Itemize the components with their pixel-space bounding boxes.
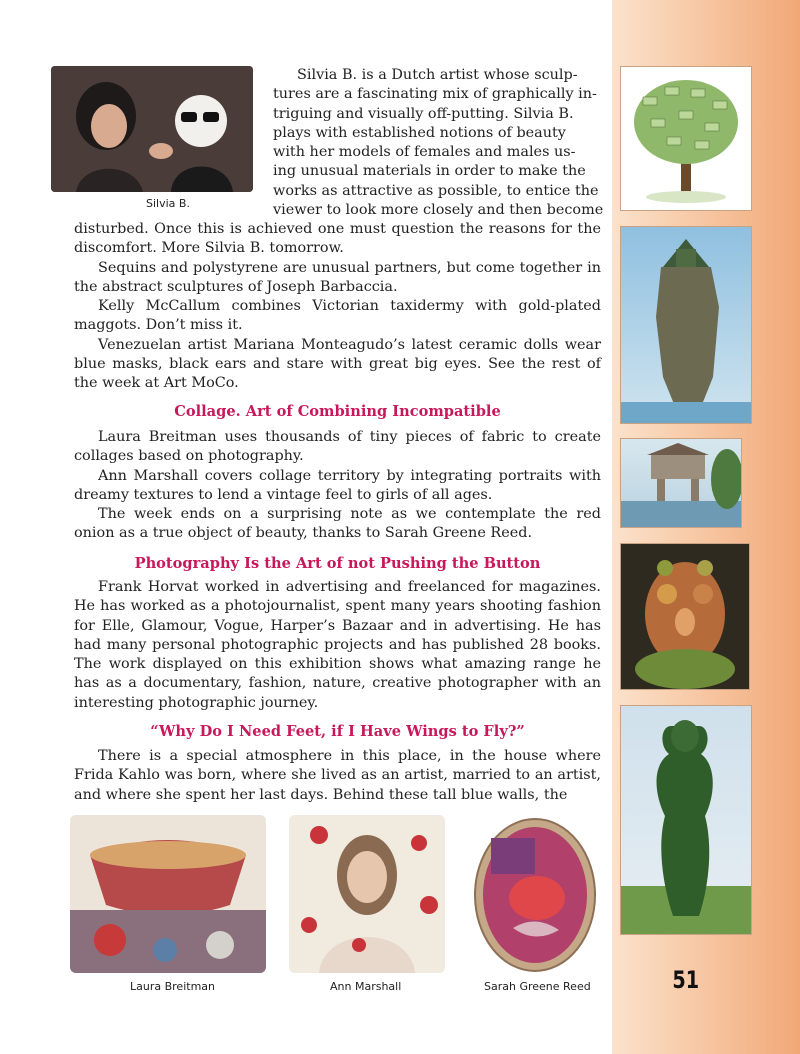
right-sidebar bbox=[612, 0, 800, 1054]
breitman-caption: Laura Breitman bbox=[130, 980, 215, 993]
intro-line: Silvia B. is a Dutch artist whose sculp- bbox=[297, 67, 578, 83]
marshall-artwork bbox=[289, 815, 445, 973]
intro-wrapped-text bbox=[273, 66, 604, 220]
paragraph: Frank Horvat worked in advertising and freelanced for magazines. He has worked as a photojournalist, spent many years shooting fashion for Elle, Glamour, Vogue, Harper’s Bazaar and in advertising. He has had many personal photographic projects and has published 28 books. The work displayed on this exhibition shows what amazing range he has as a documentary, fashion, nature, creative photographer with an interesting photographic journey. bbox=[74, 579, 601, 711]
collage-section bbox=[74, 428, 601, 544]
arcimboldo-portrait-image bbox=[620, 543, 750, 690]
collage-heading: Collage. Art of Combining Incompatible bbox=[174, 403, 501, 420]
money-tree-image bbox=[620, 66, 752, 211]
wings-section bbox=[74, 747, 601, 805]
marshall-caption: Ann Marshall bbox=[330, 980, 402, 993]
photography-section bbox=[74, 578, 601, 713]
page-number: 51 bbox=[672, 966, 700, 994]
intro-line: plays with established notions of beauty bbox=[273, 124, 566, 141]
paragraph: Venezuelan artist Mariana Monteagudo’s latest ceramic dolls wear blue masks, black ears and stare with great big eyes. See the rest of the week at Art MoCo. bbox=[74, 336, 601, 392]
topiary-tree-image bbox=[620, 705, 752, 935]
reed-artwork bbox=[473, 818, 597, 973]
silvia-caption: Silvia B. bbox=[146, 197, 190, 210]
paragraph: Sequins and polystyrene are unusual partners, but come together in the abstract sculptures of Joseph Barbaccia. bbox=[74, 259, 601, 295]
intro-line: viewer to look more closely and then become bbox=[273, 202, 604, 219]
paragraph: Kelly McCallum combines Victorian taxidermy with gold-plated maggots. Don’t miss it. bbox=[74, 298, 601, 334]
intro-line: works as attractive as possible, to entice the bbox=[273, 182, 599, 199]
photography-heading: Photography Is the Art of not Pushing the Button bbox=[134, 555, 541, 572]
intro-block bbox=[74, 220, 601, 394]
wings-heading: “Why Do I Need Feet, if I Have Wings to Fly?” bbox=[150, 723, 525, 740]
rock-island-image bbox=[620, 226, 752, 424]
intro-line: tures are a fascinating mix of graphically in- bbox=[273, 86, 597, 103]
house-on-bridge-image bbox=[620, 438, 742, 528]
intro-continuation: disturbed. Once this is achieved one must question the reasons for the discomfort. More Silvia B. tomorrow. bbox=[74, 221, 601, 257]
silvia-photo bbox=[51, 66, 253, 192]
paragraph: Ann Marshall covers collage territory by integrating portraits with dreamy textures to lend a vintage feel to girls of all ages. bbox=[74, 467, 601, 503]
breitman-artwork bbox=[70, 815, 266, 973]
reed-caption: Sarah Greene Reed bbox=[484, 980, 591, 993]
paragraph: There is a special atmosphere in this place, in the house where Frida Kahlo was born, where she lived as an artist, married to an artist, and where she spent her last days. Behind these tall blue walls, the bbox=[74, 748, 601, 803]
paragraph: Laura Breitman uses thousands of tiny pieces of fabric to create collages based on photography. bbox=[74, 429, 601, 465]
intro-line: ing unusual materials in order to make the bbox=[273, 163, 586, 180]
intro-line: triguing and visually off-putting. Silvia B. bbox=[273, 105, 574, 122]
paragraph: The week ends on a surprising note as we contemplate the red onion as a true object of beauty, thanks to Sarah Greene Reed. bbox=[74, 506, 601, 542]
intro-line: with her models of females and males us- bbox=[273, 144, 576, 161]
